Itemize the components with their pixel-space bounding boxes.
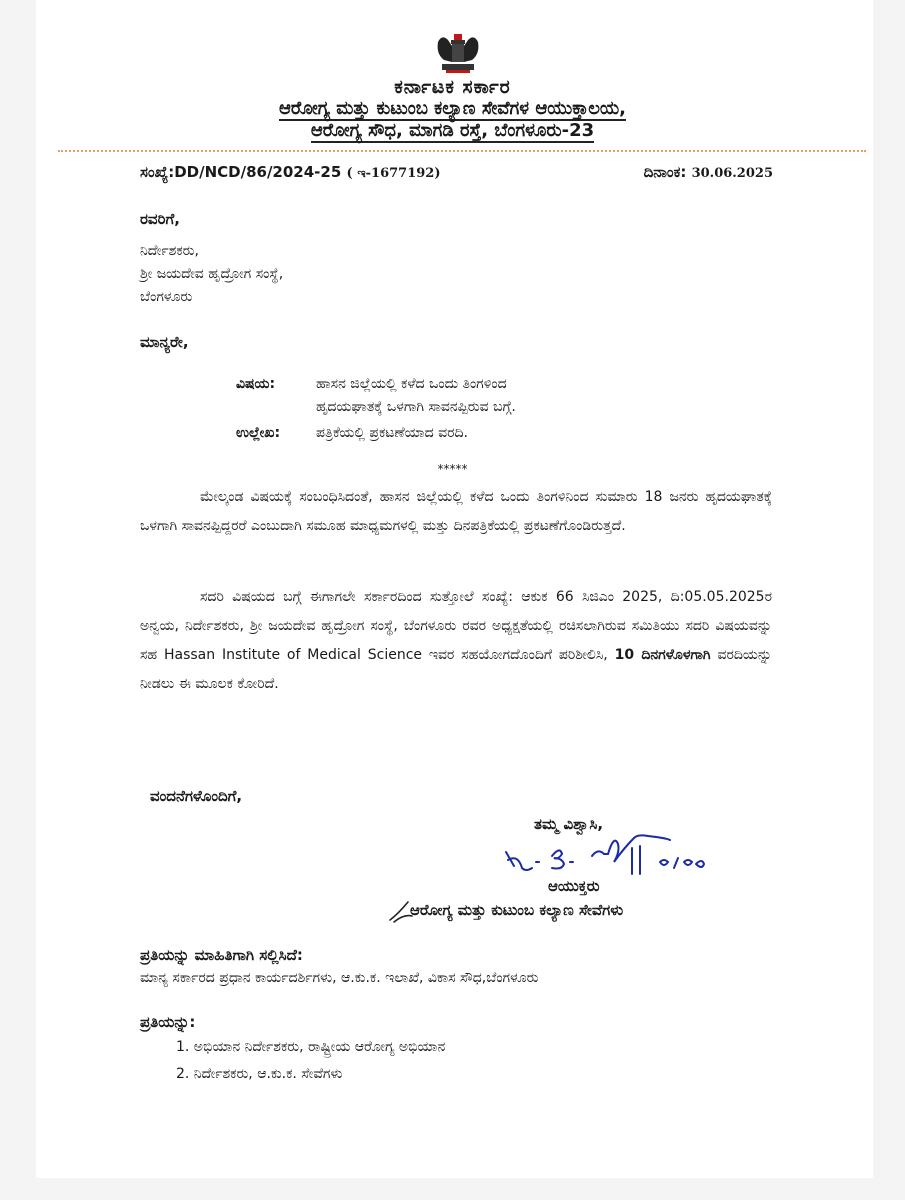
signatory-designation: ಆಯುಕ್ತರು: [548, 877, 600, 895]
page-margin-left: [0, 0, 36, 1200]
karnataka-emblem-icon: [432, 28, 484, 76]
recipient-to: ರವರಿಗೆ,: [140, 210, 180, 228]
government-title: ಕರ್ನಾಟಕ ಸರ್ಕಾರ: [394, 76, 511, 98]
salutation: ಮಾನ್ಯರೇ,: [140, 333, 189, 351]
copy-info-label: ಪ್ರತಿಯನ್ನು ಮಾಹಿತಿಗಾಗಿ ಸಲ್ಲಿಸಿದೆ:: [140, 946, 303, 964]
closing-thanks: ವಂದನೆಗಳೊಂದಿಗೆ,: [150, 787, 243, 805]
subject-text: ಹೃದಯಘಾತಕ್ಕೆ ಒಳಗಾಗಿ ಸಾವನಪ್ಪಿರುವ ಬಗ್ಗೆ.: [316, 399, 516, 415]
letter-date: ದಿನಾಂಕ: 30.06.2025: [643, 163, 773, 181]
copy-info-recipient: ಮಾನ್ಯ ಸರ್ಕಾರದ ಪ್ರಧಾನ ಕಾರ್ಯದರ್ಶಿಗಳು, ಆ.ಕು.ಕ. ಇಲಾಖೆ, ವಿಕಾಸ ಸೌಧ,ಬೆಂಗಳೂರು: [140, 970, 539, 986]
signatory-department: ಆರೋಗ್ಯ ಮತ್ತು ಕುಟುಂಬ ಕಲ್ಯಾಣ ಸೇವೆಗಳು: [410, 901, 624, 919]
body-paragraph: ಮೇಲ್ಕಂಡ ವಿಷಯಕ್ಕೆ ಸಂಬಂಧಿಸಿದಂತೆ, ಹಾಸನ ಜಿಲ್ಲೆಯಲ್ಲಿ ಕಳೆದ ಒಂದು ತಿಂಗಳಿನಿಂದ ಸುಮಾರು 18 ಜನರು ಹೃದಯಘಾತಕ್ಕೆ ಒಳಗಾಗಿ ಸಾವನಪ್ಪಿದ್ದರರೆ ಎಂಬುದಾಗಿ ಸಮೂಹ ಮಾಧ್ಯಮಗಳಲ್ಲಿ ಮತ್ತು ದಿನಪತ್ರಿಕೆಯಲ್ಲಿ ಪ್ರಕಟಣೆಗೊಂಡಿರುತ್ತದೆ.: [140, 489, 772, 534]
copy-list-item: 2. ನಿರ್ದೇಶಕರು, ಆ.ಕು.ಕ. ಸೇವೆಗಳು: [176, 1066, 343, 1082]
closing-yours: ತಮ್ಮ ವಿಶ್ವಾಸಿ,: [534, 815, 604, 833]
recipient-line: ಶ್ರೀ ಜಯದೇವ ಹೃದ್ರೋಗ ಸಂಸ್ಥೆ,: [140, 266, 284, 282]
recipient-line: ನಿರ್ದೇಶಕರು,: [140, 243, 199, 259]
subject-text: ಹಾಸನ ಜಿಲ್ಲೆಯಲ್ಲಿ ಕಳೆದ ಒಂದು ತಿಂಗಳಿಂದ: [316, 376, 507, 392]
copy-label: ಪ್ರತಿಯನ್ನು:: [140, 1013, 196, 1031]
page-margin-bottom: [0, 1178, 905, 1200]
recipient-line: ಬೆಂಗಳೂರು: [140, 289, 193, 305]
eoffice-number: ( ಇ-1677192): [346, 166, 441, 181]
office-address: ಆರೋಗ್ಯ ಸೌಧ, ಮಾಗಡಿ ರಸ್ತೆ, ಬೆಂಗಳೂರು-23: [310, 120, 595, 141]
body-paragraph: ಸದರಿ ವಿಷಯದ ಬಗ್ಗೆ ಈಗಾಗಲೇ ಸರ್ಕಾರದಿಂದ ಸುತ್ತೋಲೆ ಸಂಖ್ಯೆ: ಆಕುಕ 66 ಸಿಜಿಎಂ 2025, ದಿ:05.05.2025ರ ಅನ್ವಯ, ನಿರ್ದೇಶಕರು, ಶ್ರೀ ಜಯದೇವ ಹೃದ್ರೋಗ ಸಂಸ್ಥೆ, ಬೆಂಗಳೂರು ರವರ ಅಧ್ಯಕ್ಷತೆಯಲ್ಲಿ ರಚಿಸಲಾಗಿರುವ ಸಮಿತಿಯು ಸದರಿ ವಿಷಯವನ್ನು ಸಹ Hassan Institute of Medical Science ಇವರ ಸಹಯೋಗದೊಂದಿಗೆ ಪರಿಶೀಲಿಸಿ, 10 ದಿನಗಳೊಳಗಾಗಿ ವರದಿಯನ್ನು ನೀಡಲು ಈ ಮೂಲಕ ಕೋರಿದೆ.: [140, 589, 773, 692]
header-divider: [58, 150, 866, 152]
reference-label: ಉಲ್ಲೇಖ:: [236, 425, 281, 441]
reference-text: ಪತ್ರಿಕೆಯಲ್ಲಿ ಪ್ರಕಟಣೆಯಾದ ವರದಿ.: [316, 425, 468, 441]
signature-icon: [500, 820, 740, 892]
office-name: ಆರೋಗ್ಯ ಮತ್ತು ಕುಟುಂಬ ಕಲ್ಯಾಣ ಸೇವೆಗಳ ಆಯುಕ್ತಾಲಯ,: [279, 98, 626, 119]
page-margin-right: [873, 0, 905, 1200]
subject-label: ವಿಷಯ:: [236, 376, 276, 392]
separator: *****: [437, 462, 468, 476]
reference-number: ಸಂಖ್ಯೆ:DD/NCD/86/2024-25 ( ಇ-1677192): [140, 163, 441, 181]
copy-list-item: 1. ಅಭಿಯಾನ ನಿರ್ದೇಶಕರು, ರಾಷ್ಟ್ರೀಯ ಆರೋಗ್ಯ ಅಭಿಯಾನ: [176, 1039, 446, 1055]
